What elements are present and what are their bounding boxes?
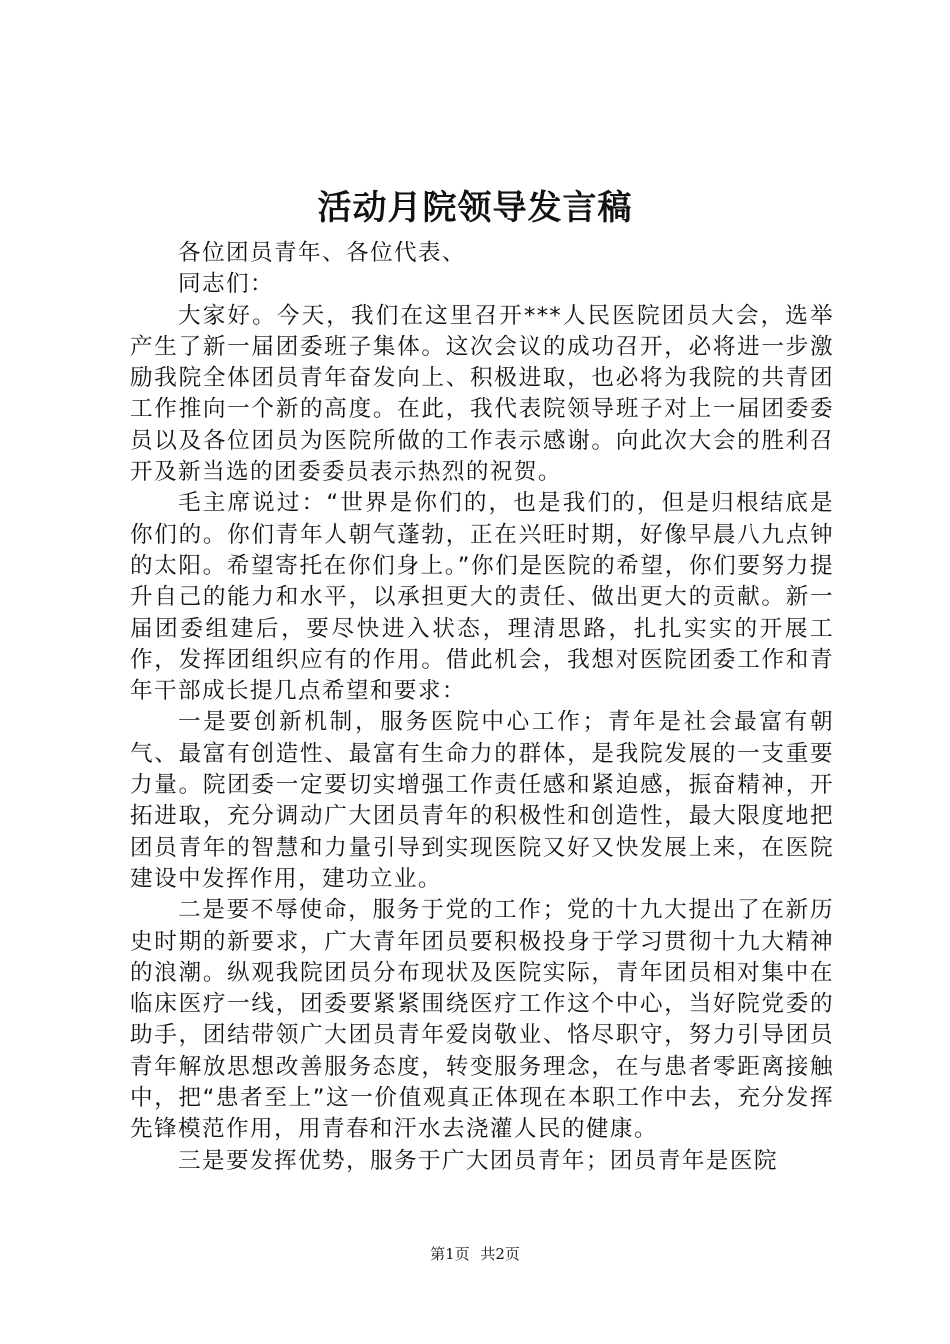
page-footer	[0, 1244, 950, 1264]
paragraph-point-3: 三是要发挥优势，服务于广大团员青年；团员青年是医院	[178, 1147, 778, 1174]
page-number: 第1页	[430, 1245, 470, 1263]
salutation-line-1: 各位团员青年、各位代表、	[178, 240, 466, 266]
page-total: 共2页	[480, 1245, 520, 1263]
paragraph-opening: 大家好。今天，我们在这里召开***人民医院团员大会，选举产生了新一届团委班子集体。这次会议的成功召开，必将进一步激励我院全体团员青年奋发向上、积极进取，也必将为我院的共青团工作推向一个新的高度。在此，我代表院领导班子对上一届团委委员以及各位团员为医院所做的工作表示感谢。向此次大会的胜利召开及新当选的团委委员表示热烈的祝贺。	[130, 302, 834, 486]
document-body	[130, 238, 834, 1177]
paragraph-quote: 毛主席说过：“世界是你们的，也是我们的，但是归根结底是你们的。你们青年人朝气蓬勃，正在兴旺时期，好像早晨八九点钟的太阳。希望寄托在你们身上。”你们是医院的希望，你们要努力提升自己的能力和水平，以承担更大的责任、做出更大的贡献。新一届团委组建后，要尽快进入状态，理清思路，扎扎实实的开展工作，发挥团组织应有的作用。借此机会，我想对医院团委工作和青年干部成长提几点希望和要求：	[130, 490, 834, 705]
paragraph-point-2: 二是要不辱使命，服务于党的工作；党的十九大提出了在新历史时期的新要求，广大青年团员要积极投身于学习贯彻十九大精神的浪潮。纵观我院团员分布现状及医院实际，青年团员相对集中在临床医疗一线，团委要紧紧围绕医疗工作这个中心，当好院党委的助手，团结带领广大团员青年爱岗敬业、恪尽职守，努力引导团员青年解放思想改善服务态度，转变服务理念，在与患者零距离接触中，把“患者至上”这一价值观真正体现在本职工作中去，充分发挥先锋模范作用，用青春和汗水去浇灌人民的健康。	[130, 897, 834, 1143]
document-title: 活动月院领导发言稿	[317, 188, 633, 228]
paragraph-point-1: 一是要创新机制，服务医院中心工作；青年是社会最富有朝气、最富有创造性、最富有生命力的群体，是我院发展的一支重要力量。院团委一定要切实增强工作责任感和紧迫感，振奋精神，开拓进取，充分调动广大团员青年的积极性和创造性，最大限度地把团员青年的智慧和力量引导到实现医院又好又快发展上来，在医院建设中发挥作用，建功立业。	[130, 709, 834, 892]
salutation-line-2: 同志们：	[178, 271, 274, 298]
